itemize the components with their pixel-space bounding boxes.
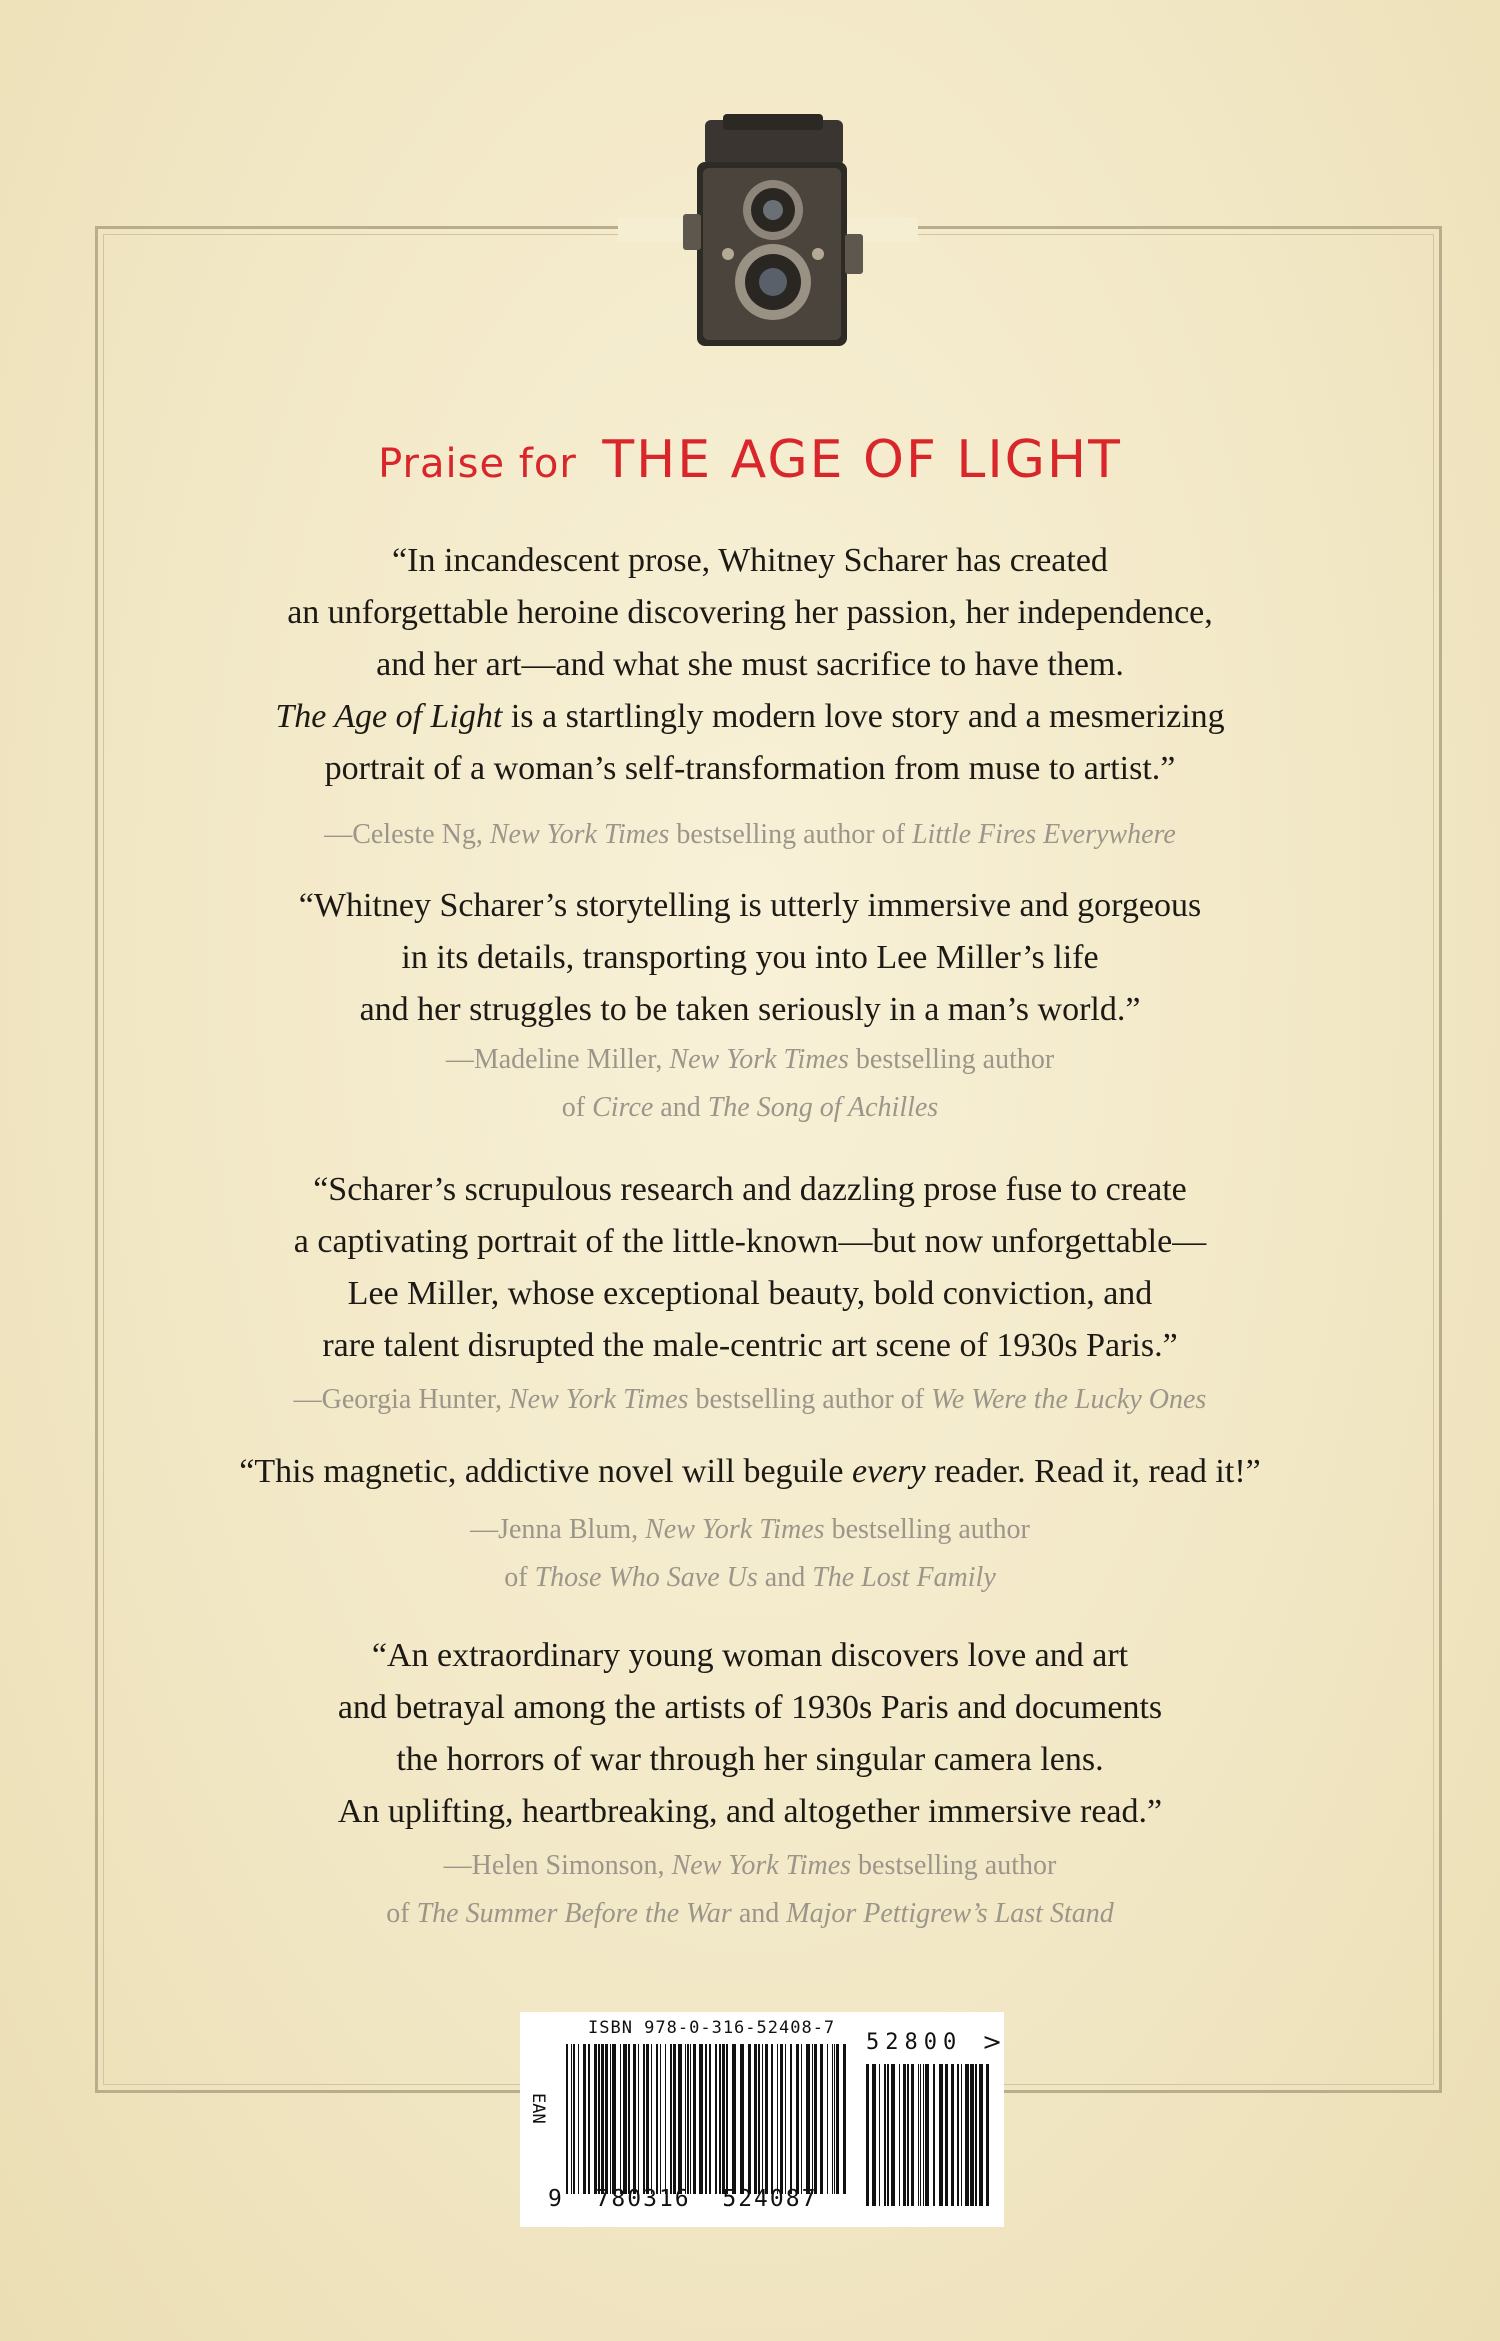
- barcode-bar: [827, 2044, 828, 2194]
- attribution-line: of Those Who Save Us and The Lost Family: [504, 1562, 996, 1593]
- quote-line: and her art—and what she must sacrifice to have them.: [376, 646, 1124, 683]
- barcode-bar: [687, 2044, 689, 2194]
- quote-line: “An extraordinary young woman discovers love and art: [371, 1637, 1129, 1674]
- barcode-bar: [945, 2064, 948, 2206]
- barcode-bar: [814, 2044, 817, 2194]
- barcode-bar: [843, 2044, 846, 2194]
- barcode-bar: [933, 2064, 935, 2206]
- barcode-bar: [899, 2064, 900, 2206]
- quote-line: and betrayal among the artists of 1930s Paris and documents: [337, 1689, 1163, 1726]
- barcode-bar: [715, 2044, 717, 2194]
- barcode-bar: [612, 2044, 616, 2194]
- ean-number: 9 780316 524087: [548, 2186, 818, 2212]
- ean-label: EAN: [528, 2093, 548, 2124]
- barcode-bar: [939, 2064, 943, 2206]
- barcode-bar: [780, 2044, 783, 2194]
- barcode-bar: [872, 2064, 876, 2206]
- barcode-bar: [832, 2044, 833, 2194]
- barcode-bar: [907, 2064, 909, 2206]
- barcode-bar: [925, 2064, 929, 2206]
- price-barcode: [866, 2064, 991, 2206]
- barcode-bar: [918, 2064, 919, 2206]
- barcode-bar: [610, 2044, 611, 2194]
- barcode-bar: [796, 2044, 799, 2194]
- barcode-bar: [903, 2064, 906, 2206]
- barcode-bar: [834, 2044, 835, 2194]
- barcode-bar: [705, 2044, 707, 2194]
- barcode-bar: [588, 2044, 590, 2194]
- quote-4: [150, 1446, 1350, 1498]
- barcode-bar: [583, 2044, 586, 2194]
- barcode-bar: [790, 2044, 792, 2194]
- quote-line: and her struggles to be taken seriously in a man’s world.”: [359, 991, 1141, 1028]
- attribution-line: —Celeste Ng, New York Times bestselling author of Little Fires Everywhere: [324, 819, 1176, 850]
- barcode-bar: [719, 2044, 721, 2194]
- barcode-bar: [598, 2044, 600, 2194]
- attribution-2: [150, 1036, 1350, 1132]
- barcode-bar: [633, 2044, 636, 2194]
- barcode-bar: [660, 2044, 661, 2194]
- barcode-bar: [740, 2044, 744, 2194]
- barcode-bar: [812, 2044, 813, 2194]
- quote-3: [150, 1164, 1350, 1372]
- barcode-bar: [911, 2064, 914, 2206]
- barcode-bar: [670, 2044, 672, 2194]
- barcode-bar: [573, 2044, 575, 2194]
- barcode-bar: [726, 2044, 728, 2194]
- attribution-3: [150, 1376, 1350, 1424]
- barcode-bar: [690, 2044, 691, 2194]
- barcode-bar: [656, 2044, 658, 2194]
- barcode-bar: [762, 2044, 763, 2194]
- attribution-line: —Madeline Miller, New York Times bestselling author: [445, 1044, 1055, 1075]
- barcode-bar: [623, 2044, 627, 2194]
- barcode-bar: [891, 2064, 895, 2206]
- barcode-bar: [665, 2044, 666, 2194]
- barcode-bar: [866, 2064, 869, 2206]
- quote-line: rare talent disrupted the male-centric art scene of 1930s Paris.”: [322, 1327, 1178, 1364]
- barcode-bar: [920, 2064, 921, 2206]
- price-arrow: >: [982, 2028, 1003, 2056]
- praise-heading: [0, 430, 1500, 490]
- barcode-bar: [605, 2044, 608, 2194]
- barcode-bar: [801, 2044, 802, 2194]
- barcode-bar: [923, 2064, 924, 2206]
- attribution-line: —Jenna Blum, New York Times bestselling author: [470, 1514, 1030, 1545]
- barcode-bar: [673, 2044, 676, 2194]
- barcode-bar: [965, 2064, 969, 2206]
- barcode-bar: [765, 2044, 768, 2194]
- barcode-bar: [678, 2044, 682, 2194]
- barcode-bar: [646, 2044, 649, 2194]
- barcode-bar: [685, 2044, 686, 2194]
- barcode-bar: [748, 2044, 751, 2194]
- barcode-bar: [884, 2064, 886, 2206]
- quote-line: a captivating portrait of the little-known—but now unforgettable—: [293, 1223, 1207, 1260]
- barcode-bar: [979, 2064, 983, 2206]
- barcode-bar: [693, 2044, 696, 2194]
- barcode-bar: [986, 2064, 989, 2206]
- camera-icon: [683, 114, 863, 350]
- ean-barcode: [566, 2044, 846, 2194]
- quote-line: the horrors of war through her singular camera lens.: [396, 1741, 1104, 1778]
- barcode-bar: [571, 2044, 572, 2194]
- barcode-bar: [820, 2044, 823, 2194]
- barcode-bar: [836, 2044, 839, 2194]
- barcode-bar: [975, 2064, 977, 2206]
- barcode-bar: [699, 2044, 703, 2194]
- isbn-text: ISBN 978-0-316-52408-7: [588, 2018, 836, 2038]
- barcode-bar: [601, 2044, 604, 2194]
- barcode-bar: [777, 2044, 778, 2194]
- attribution-line: of The Summer Before the War and Major Pettigrew’s Last Stand: [386, 1898, 1114, 1929]
- barcode-bar: [651, 2044, 652, 2194]
- barcode-bar: [566, 2044, 568, 2194]
- barcode-bar: [578, 2044, 579, 2194]
- attribution-line: —Georgia Hunter, New York Times bestselling author of We Were the Lucky Ones: [293, 1384, 1207, 1415]
- attribution-1: [150, 811, 1350, 859]
- quote-1: [150, 535, 1350, 795]
- quote-line: “This magnetic, addictive novel will beguile every reader. Read it, read it!”: [239, 1453, 1261, 1490]
- quote-line: “In incandescent prose, Whitney Scharer has created: [392, 542, 1108, 579]
- barcode-bar: [594, 2044, 597, 2194]
- barcode-bar: [879, 2064, 880, 2206]
- quote-line: “Scharer’s scrupulous research and dazzling prose fuse to create: [313, 1171, 1187, 1208]
- barcode-bar: [758, 2044, 760, 2194]
- attribution-5: [150, 1842, 1350, 1938]
- quote-line: An uplifting, heartbreaking, and altogether immersive read.”: [337, 1793, 1163, 1830]
- heading-title: THE AGE OF LIGHT: [602, 430, 1122, 490]
- quote-line: “Whitney Scharer’s storytelling is utterly immersive and gorgeous: [298, 887, 1202, 924]
- barcode-bar: [785, 2044, 786, 2194]
- heading-prefix: Praise for: [378, 441, 577, 487]
- attribution-line: of Circe and The Song of Achilles: [561, 1092, 939, 1123]
- barcode-bar: [957, 2064, 959, 2206]
- barcode-bar: [887, 2064, 889, 2206]
- barcode-bar: [722, 2044, 725, 2194]
- barcode-bar: [806, 2044, 810, 2194]
- attribution-line: —Helen Simonson, New York Times bestselling author: [443, 1850, 1057, 1881]
- quote-line: an unforgettable heroine discovering her passion, her independence,: [287, 594, 1213, 631]
- quote-2: [150, 880, 1350, 1036]
- barcode-bar: [643, 2044, 645, 2194]
- book-title: The Age of Light: [275, 698, 503, 735]
- barcode-bar: [732, 2044, 736, 2194]
- quote-line: Lee Miller, whose exceptional beauty, bold conviction, and: [347, 1275, 1153, 1312]
- barcode-bar: [754, 2044, 757, 2194]
- quote-line: The Age of Light is a startlingly modern love story and a mesmerizing: [275, 698, 1225, 735]
- barcode-bar: [628, 2044, 630, 2194]
- barcode-bar: [771, 2044, 773, 2194]
- barcode-bar: [970, 2064, 974, 2206]
- attribution-4: [150, 1506, 1350, 1602]
- quote-line: portrait of a woman’s self-transformation from muse to artist.”: [324, 750, 1176, 787]
- barcode-bar: [709, 2044, 711, 2194]
- barcode-bar: [620, 2044, 621, 2194]
- quote-5: [150, 1630, 1350, 1838]
- quote-line: in its details, transporting you into Lee Miller’s life: [401, 939, 1099, 976]
- price-code: 52800: [866, 2030, 963, 2055]
- barcode-bar: [638, 2044, 639, 2194]
- barcode-bar: [961, 2064, 962, 2206]
- barcode-bar: [951, 2064, 954, 2206]
